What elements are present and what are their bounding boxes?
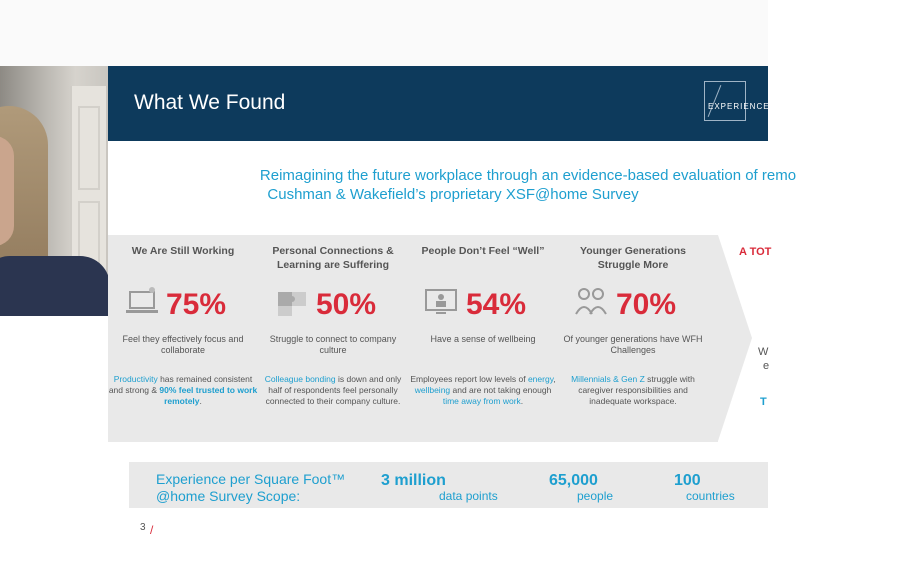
finding-description: Struggle to connect to company culture: [269, 334, 397, 355]
finding-description: Have a sense of wellbeing: [430, 334, 536, 344]
finding-column-younger-generations: [558, 244, 708, 407]
experience-logo: [704, 81, 746, 121]
finding-detail: Productivity has remained consistent and strong & 90% feel trusted to work remotely.: [108, 374, 258, 406]
slide-subtitle-line-2: Cushman & Wakefield’s proprietary XSF@home Survey: [267, 186, 639, 203]
logo-text: EXPERIENCE: [708, 102, 770, 111]
presentation-slide: [108, 66, 797, 516]
finding-column-connections: [258, 244, 408, 407]
slide-page-number: 3: [140, 522, 146, 533]
presenter-face: [0, 136, 14, 246]
finding-percent: 75%: [165, 288, 227, 321]
slide-title: What We Found: [134, 91, 286, 114]
right-panel-title: A TOT: [739, 246, 772, 258]
finding-heading: People Don’t Feel “Well”: [421, 245, 545, 257]
finding-column-working: [108, 244, 258, 407]
page-number-slash: /: [150, 523, 154, 537]
finding-percent: 70%: [615, 288, 677, 321]
finding-heading: Younger Generations Struggle More: [580, 245, 686, 271]
band-chevron-arrow: [718, 235, 752, 441]
finding-percent: 54%: [465, 288, 527, 321]
right-panel-fragment: W: [758, 346, 769, 358]
finding-heading: Personal Connections & Learning are Suffering: [272, 245, 394, 271]
finding-description: Of younger generations have WFH Challenges: [563, 334, 703, 355]
right-panel-fragment: T: [760, 396, 767, 408]
survey-scope-label: Experience per Square Foot™ @home Survey Scope:: [156, 471, 346, 504]
finding-detail: Employees report low levels of energy, wellbeing and are not taking enough time away from work.: [410, 374, 556, 406]
scope-metric-data-points: 3 million data points: [381, 472, 498, 503]
finding-percent: 50%: [315, 288, 377, 321]
scope-metric-people: 65,000 people: [549, 472, 614, 503]
webcam-video-feed: [0, 66, 108, 308]
finding-heading: We Are Still Working: [131, 245, 235, 257]
finding-column-wellbeing: [408, 244, 558, 407]
presenter-shirt: [0, 256, 110, 316]
finding-description: Feel they effectively focus and collaborate: [122, 334, 244, 355]
right-panel-fragment: e: [763, 360, 770, 372]
slide-subtitle-line-1: Reimagining the future workplace through an evidence-based evaluation of remo: [259, 167, 797, 184]
scope-metric-countries: 100 countries: [674, 472, 735, 503]
window-top-strip: [0, 0, 768, 66]
finding-detail: Millennials & Gen Z struggle with caregiver responsibilities and inadequate workspace.: [571, 374, 695, 406]
finding-detail: Colleague bonding is down and only half of respondents feel personally connected to their company culture.: [264, 374, 402, 406]
